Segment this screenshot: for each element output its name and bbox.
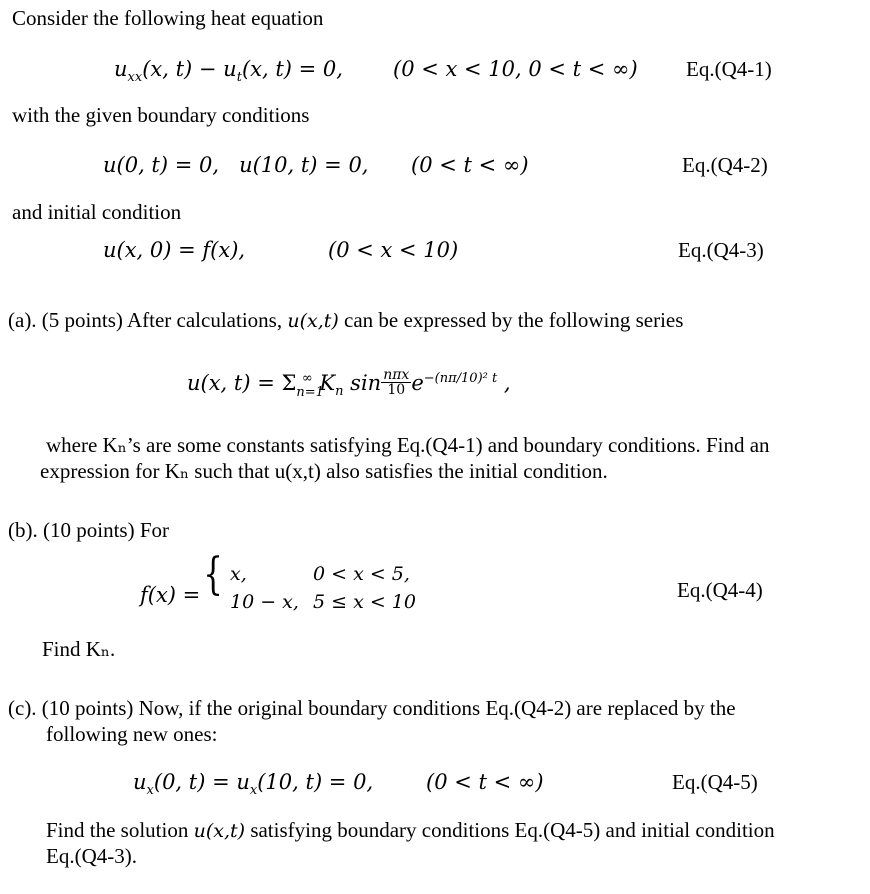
part-c-line3-prefix: Find the solution: [46, 818, 189, 842]
initial-condition: u(x, 0) = f(x),: [103, 238, 246, 262]
part-a-prefix: (a). (5 points) After calculations,: [8, 308, 283, 332]
part-c-line3: [46, 820, 775, 841]
part-b-header: (b). (10 points) For: [8, 518, 169, 542]
part-a-line1: where Kₙ’s are some constants satisfying Eq.(Q4-1) and boundary conditions. Find an: [46, 433, 770, 457]
eq2-label: Eq.(Q4-2): [682, 153, 768, 177]
eq2-domain: (0 < t < ∞): [411, 153, 529, 177]
eq5-label: Eq.(Q4-5): [672, 770, 758, 794]
part-c-line4: Eq.(Q4-3).: [46, 844, 137, 868]
boundary-conditions: u(0, t) = 0, u(10, t) = 0,: [103, 153, 369, 177]
heat-equation: $u_{xx}(x$, $t) - u_t(x$, t) = 0,: [114, 57, 343, 85]
piecewise-function: { x, 0 < x < 5, 10 − x, 5 ≤ x < 10: [203, 549, 416, 613]
eq3-domain: (0 < x < 10): [328, 238, 459, 262]
eq4-label: Eq.(Q4-4): [677, 578, 763, 602]
eq5-domain: (0 < t < ∞): [426, 770, 544, 794]
intro-text: Consider the following heat equation: [12, 6, 324, 30]
bc-intro-text: with the given boundary conditions: [12, 103, 310, 127]
part-c-line3-math: u(x,t): [193, 820, 246, 842]
part-b-find: Find Kₙ.: [42, 637, 116, 661]
new-boundary-conditions: $u_x(0$, $t) = u_x(10$, t) = 0,: [133, 770, 374, 798]
series-expression: u(x, $t) = \Sigma_{n=1}^\infty$ $K_n$ sin $\frac{\text{nπx}}{10}$ $e^{-(n\pi/10)^2 t}$ ,: [187, 367, 511, 400]
case2-cond: 5 ≤ x < 10: [313, 591, 416, 613]
part-a-question: [8, 310, 683, 331]
part-a-math: u(x,t): [287, 310, 339, 332]
part-c-line1: (c). (10 points) Now, if the original boundary conditions Eq.(Q4-2) are replaced by the: [8, 696, 736, 720]
eq1-domain: (0 < x < 10, 0 < t < ∞): [393, 57, 638, 81]
eq3-label: Eq.(Q4-3): [678, 238, 764, 262]
part-a-line2: expression for Kₙ such that u(x,t) also satisfies the initial condition.: [40, 459, 608, 483]
case1-cond: 0 < x < 5,: [313, 563, 410, 585]
piecewise-lhs: f(x) =: [140, 583, 201, 607]
eq1-label: Eq.(Q4-1): [686, 57, 772, 81]
part-c-line2: following new ones:: [46, 722, 218, 746]
case2-expr: 10 − x,: [230, 591, 299, 613]
part-c-line3-suffix: satisfying boundary conditions Eq.(Q4-5) and initial condition: [250, 818, 775, 842]
case1-expr: x,: [230, 563, 247, 585]
part-a-suffix: can be expressed by the following series: [344, 308, 684, 332]
ic-intro-text: and initial condition: [12, 200, 182, 224]
